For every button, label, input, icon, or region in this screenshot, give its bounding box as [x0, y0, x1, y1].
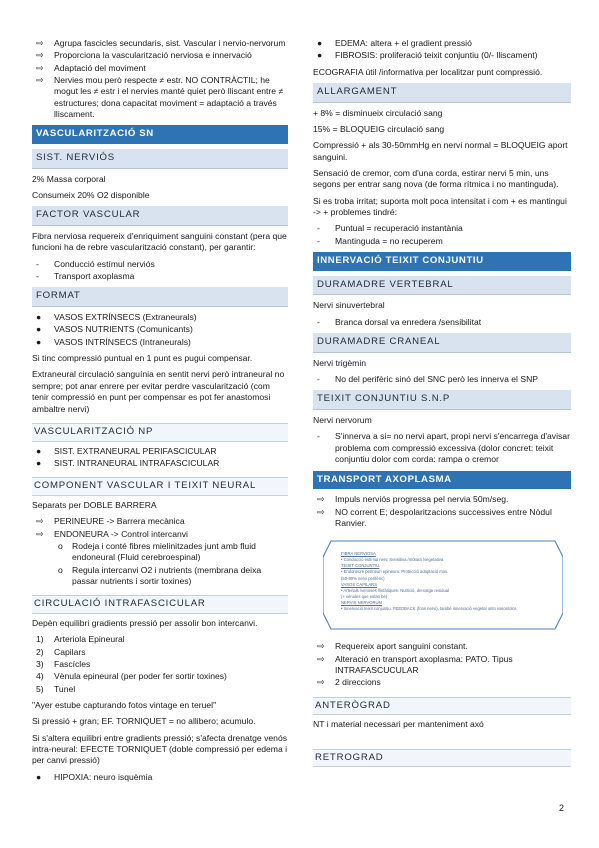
- transport-list: [313, 494, 571, 529]
- list-item: 5) Tunel: [36, 683, 76, 694]
- list-number: 5): [36, 683, 44, 694]
- list-item: 3) Fascícles: [36, 658, 91, 669]
- list-item: ⇨ Alteració en transport axoplasma: PATO. Tipus INTRAFASCUCULAR: [317, 653, 513, 675]
- arrow-icon: ⇨: [317, 641, 325, 652]
- subsection-heading: CIRCULACIÓ INTRAFASCICULAR: [32, 595, 288, 614]
- list-item: ⇨ 2 direccions: [317, 677, 381, 688]
- subsection-heading: TEIXIT CONJUNTIU S.N.P: [313, 390, 571, 410]
- diagram-line: TEIXIT CONJUNTIU: [341, 563, 380, 569]
- list-item: ⇨ Impuls nerviós progressa pel nervia 50m/seg.: [317, 494, 509, 505]
- intro-list: [32, 38, 288, 120]
- bullet-icon: ●: [36, 771, 42, 782]
- list-item: ⇨ ENDONEURA -> Control intercanvi: [36, 528, 188, 539]
- section-heading: VASCULARITZACIÓ SN: [32, 125, 288, 144]
- list-item: ● VASOS INTRÍNSECS (Intraneurals): [36, 336, 191, 347]
- tc-list: [313, 431, 571, 465]
- list-item: - Conducció estímul nerviós: [36, 258, 155, 269]
- paragraph: Si es troba irritat; suporta molt poca intensitat i com + es mantingui -> + problemes tindré:: [313, 195, 567, 218]
- subsection-heading: RETROGRAD: [313, 749, 571, 768]
- arrow-icon: ⇨: [36, 62, 44, 73]
- list-item: ⇨ NO corrent E; despolaritzacions successives entre Nòdul Ranvier.: [317, 506, 552, 528]
- dash-icon: -: [36, 258, 39, 269]
- diagram-line: • Arterials /venoses /linfàtiques. Nutrició, drenatge residual: [341, 587, 450, 593]
- list-number: 4): [36, 671, 44, 682]
- list-number: 2): [36, 646, 44, 657]
- subsection-heading: FORMAT: [32, 287, 288, 307]
- arrow-icon: ⇨: [36, 50, 44, 61]
- barrier-list: [32, 516, 288, 540]
- dash-icon: -: [317, 235, 320, 246]
- list-item: - Transport axoplasma: [36, 271, 135, 282]
- section-heading: TRANSPORT AXOPLASMA: [313, 471, 571, 490]
- list-item: ⇨ PERINEURE -> Barrera mecànica: [36, 516, 185, 527]
- text-line: Consumeix 20% O2 disponible: [32, 190, 150, 201]
- diagram-line: FIBRA NERVIOSA: [341, 551, 376, 557]
- dash-icon: -: [36, 271, 39, 282]
- subsection-heading: VASCULARITZACIÓ NP: [32, 423, 288, 442]
- paragraph: Nervi trigèmin: [313, 357, 367, 368]
- arrow-icon: ⇨: [36, 75, 44, 86]
- subsection-heading: FACTOR VASCULAR: [32, 206, 288, 226]
- pressure-list: [313, 38, 571, 62]
- subsection-heading: ALLARGAMENT: [313, 83, 571, 103]
- diagram-line: NERVIS NERVORUM: [341, 599, 383, 605]
- left-column: [32, 38, 288, 788]
- list-item: ⇨ Adaptació del moviment: [36, 62, 146, 73]
- list-number: 1): [36, 634, 44, 645]
- circulation-list: [32, 634, 288, 695]
- paragraph: Si s'altera equilibri entre gradients pressió; s'afecta drenatge venós intra-neural: EFECTE TORNIQUET (doble compressió per edema i per canvi pressió): [32, 732, 288, 766]
- bullet-icon: ●: [36, 312, 42, 323]
- list-item: o Rodeja i conté fibres mielinitzades junt amb fluid endoneural (Fluid cerebroespinal): [58, 540, 256, 563]
- diagram-line: • Endoneure perineuri epineuro. Protecció adaptació mov.: [341, 569, 449, 575]
- format-list: [32, 312, 288, 348]
- paragraph: Extraneural circulació sanguínia en sentit nervi però intraneural no sempre; pot anar enrere per evitar perdre vascularització (com tenir compressió en punt per compensar es pot fer anastomosi ambaltre nervi): [32, 369, 285, 414]
- subsection-heading: DURAMADRE VERTEBRAL: [313, 276, 571, 296]
- section-heading: INNERVACIÓ TEIXIT CONJUNTIU: [313, 252, 571, 271]
- hypoxia-list: [32, 772, 288, 783]
- list-item: ● SIST. EXTRANEURAL PERIFASCICULAR: [36, 445, 217, 456]
- irritation-list: [313, 223, 571, 247]
- list-item: - No del perifèric sinó del SNC però les innerva el SNP: [317, 374, 539, 385]
- list-item: - Puntual = recuperació instantània: [317, 223, 463, 234]
- bullet-icon: ●: [317, 50, 323, 61]
- list-item: - Branca dorsal va enredera /sensibilitat: [317, 316, 482, 327]
- endoneura-sublist: [32, 541, 288, 587]
- paragraph: Fibra nerviosa requereix d'enriquiment sanguini constant (pera que funcioni ha de rebre vascularització constant), per garantir:: [32, 231, 287, 253]
- paragraph: Nervi nervorum: [313, 415, 372, 426]
- bullet-icon: ●: [36, 445, 42, 456]
- arrow-icon: ⇨: [317, 677, 325, 688]
- paragraph: Si tinc compressió puntual en 1 punt es pugui compensar.: [32, 353, 253, 364]
- list-item: ⇨ Proporciona la vascularització nerviosa e innervació: [36, 50, 252, 61]
- subsection-heading: DURAMADRE CRANEAL: [313, 333, 571, 353]
- list-item: ● HIPOXIA: neuro isquèmia: [36, 771, 153, 782]
- circle-bullet-icon: o: [58, 540, 63, 551]
- arrow-icon: ⇨: [36, 528, 44, 539]
- paragraph: Nervi sinuvertebral: [313, 300, 385, 311]
- dash-icon: -: [317, 374, 320, 385]
- paragraph: Si pressió + gran; EF. TORNIQUET = no allibero; acumulo.: [32, 716, 256, 727]
- dash-icon: -: [317, 316, 320, 327]
- list-item: ● VASOS EXTRÍNSECS (Extraneurals): [36, 312, 197, 323]
- right-column: [313, 38, 571, 771]
- paragraph: Separats per DOBLE BARRERA: [32, 499, 157, 510]
- list-item: o Regula intercanvi O2 i nutrients (membrana deixa passar nutrients i sortir toxines): [58, 564, 262, 586]
- diagram-line: (+ vènules que estan bé): [341, 593, 388, 599]
- list-item: ● EDEMA: altera + el gradient pressió: [317, 38, 472, 48]
- list-item: 2) Capilars: [36, 646, 86, 657]
- factor-list: [32, 259, 288, 283]
- bullet-icon: ●: [317, 38, 323, 48]
- diagram-text: [341, 551, 546, 612]
- dash-icon: -: [317, 223, 320, 234]
- dura-list: [313, 317, 571, 328]
- diagram-line: • Conducció estímul nerv. Sensitiva /motora /vegetativa: [341, 557, 444, 563]
- paragraph: Depèn equilibri gradients pressió per assolir bon intercanvi.: [32, 617, 258, 628]
- list-item: - S'innerva a si= no nervi apart, propi nervi s'encarrega d'avisar problema com compressió excessiva (dolor concret: teixit conjuntiu dolor com corda: rampa o cremor: [317, 431, 570, 465]
- paragraph: 15% = BLOQUEIG circulació sang: [313, 124, 445, 135]
- bullet-icon: ●: [36, 336, 42, 347]
- np-list: [32, 446, 288, 470]
- transport-list-2: [313, 641, 571, 688]
- bullet-icon: ●: [36, 324, 42, 335]
- arrow-icon: ⇨: [36, 516, 44, 527]
- dash-icon: -: [317, 431, 320, 442]
- list-item: ⇨ Nervies mou però respecte ≠ estr. NO CONTRÀCTIL; he mogut les ≠ estr i el nervies manté quiet però lliscant entre ≠ estructures; dona capacitat moviment = adaptació a través lliscament.: [36, 75, 284, 120]
- arrow-icon: ⇨: [317, 506, 325, 517]
- dcran-list: [313, 374, 571, 385]
- page-number: 2: [559, 803, 565, 813]
- list-item: ● VASOS NUTRIENTS (Comunicants): [36, 324, 193, 335]
- circle-bullet-icon: o: [58, 564, 63, 575]
- paragraph: Compressió + als 30-50mmHg en nervi normal = BLOQUEIG aport sanguini.: [313, 140, 568, 162]
- mnemonic-quote: "Ayer estube capturando fotos vintage en teruel": [32, 699, 217, 710]
- arrow-icon: ⇨: [317, 653, 325, 664]
- diagram-line: • Innervació teixit conjuntiu. FEEDBACK (fons nervi), també innervació vegetal urito vasos/olor.: [341, 606, 518, 612]
- list-item: - Mantinguda = no recuperem: [317, 235, 443, 246]
- list-item: ⇨ Agrupa fascicles secundaris, sist. Vascular i nervio-nervorum: [36, 38, 286, 48]
- list-item: 4) Vènula epineural (per poder fer sortir toxines): [36, 671, 227, 682]
- diagram-line: VASOS CAPILARS: [341, 581, 377, 587]
- bullet-icon: ●: [36, 457, 42, 468]
- paragraph: ECOGRAFIA útil /informativa per localitzar punt compressió.: [313, 66, 543, 77]
- list-item: ● FIBROSIS: proliferació teixit conjuntiu (0/- lliscament): [317, 50, 538, 61]
- arrow-icon: ⇨: [36, 38, 44, 48]
- list-item: ● SIST. INTRANEURAL INTRAFASCICULAR: [36, 457, 220, 468]
- nerve-components-diagram: [323, 537, 563, 633]
- subsection-heading: COMPONENT VASCULAR I TEIXIT NEURAL: [32, 477, 288, 496]
- text-line: 2% Massa corporal: [32, 173, 106, 184]
- subsection-heading: ANTERÒGRAD: [313, 697, 571, 716]
- paragraph: Sensació de cremor, com d'una corda, estirar nervi 5 min, uns segons per entrar sang nova (de forma rítmica i no mantinguda).: [313, 168, 559, 190]
- paragraph: NT i material necessari per manteniment axó: [313, 719, 484, 730]
- subsection-heading: SIST. NERVIÓS: [32, 149, 288, 169]
- list-number: 3): [36, 658, 44, 669]
- list-item: 1) Arteriola Epineural: [36, 634, 125, 645]
- paragraph: + 8% = disminueix circulació sang: [313, 107, 443, 118]
- arrow-icon: ⇨: [317, 494, 325, 505]
- list-item: ⇨ Requereix aport sanguini constant.: [317, 641, 468, 652]
- diagram-line: (50-80% nervi perifèric): [341, 575, 385, 581]
